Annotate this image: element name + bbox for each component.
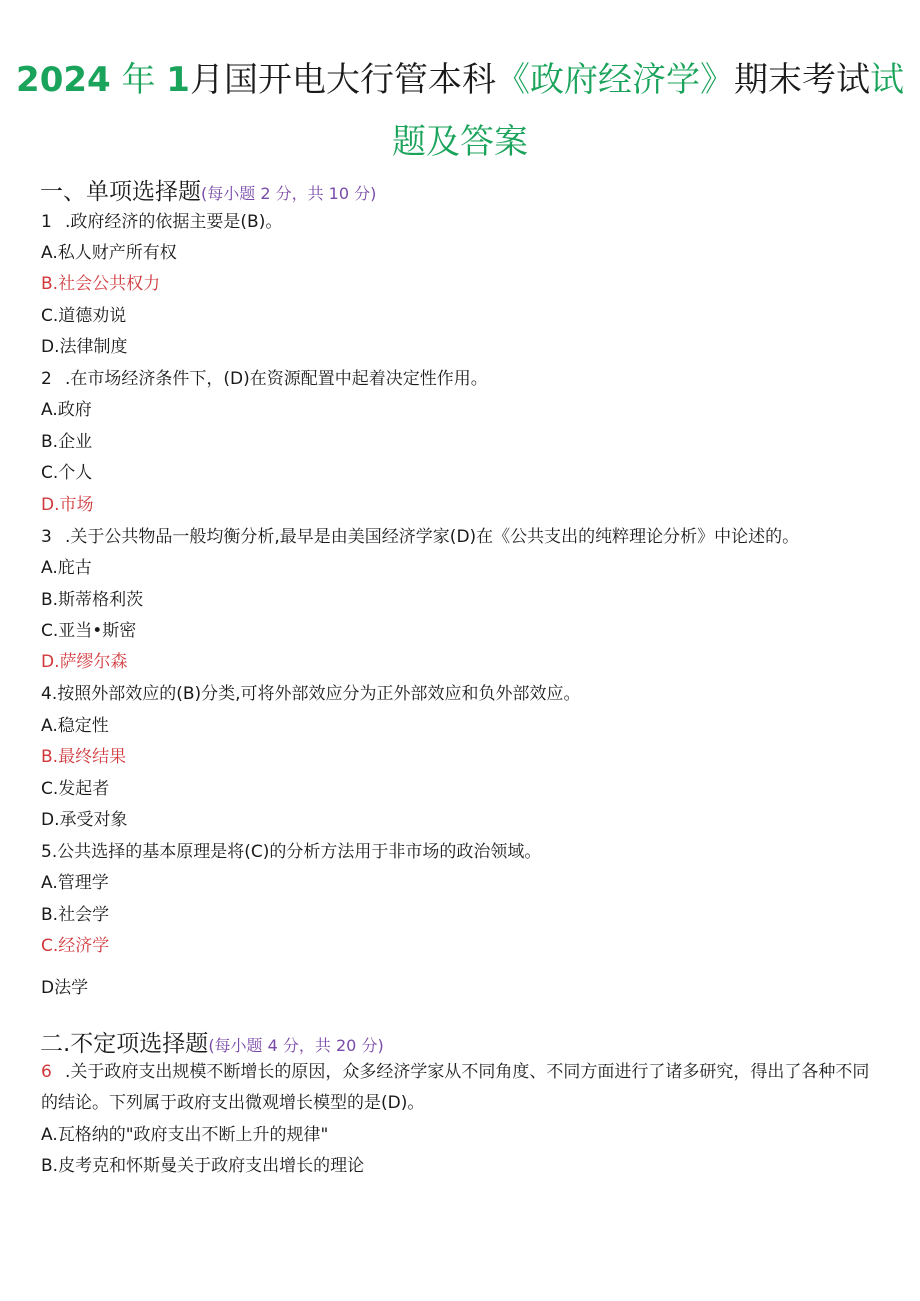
question-6 xyxy=(41,1057,881,1119)
q2-option-d-answer: D.市场 xyxy=(41,495,94,515)
section2-note: (每小题 4 分，共 20 分) xyxy=(208,1036,384,1055)
section1-note: (每小题 2 分，共 10 分) xyxy=(201,184,377,203)
q3-option-d-answer: D.萨缪尔森 xyxy=(41,652,128,672)
question-5: 5.公共选择的基本原理是将(C)的分析方法用于非市场的政治领域。 xyxy=(41,842,542,862)
q6-option-a: A.瓦格纳的"政府支出不断上升的规律" xyxy=(41,1125,329,1145)
q5-option-b: B.社会学 xyxy=(41,905,110,925)
question-6-number: 6 xyxy=(41,1062,52,1082)
q3-option-a: A.庇古 xyxy=(41,558,92,578)
question-1 xyxy=(41,210,282,234)
q4-option-d: D.承受对象 xyxy=(41,810,128,830)
title-line2-text: 题及答案 xyxy=(392,122,528,162)
q1-option-c: C.道德劝说 xyxy=(41,306,127,326)
q2-option-c: C.个人 xyxy=(41,463,93,483)
title-course: 《政府经济学》 xyxy=(495,60,734,100)
q5-option-d: D法学 xyxy=(41,978,89,998)
question-1-text: .政府经济的依据主要是(B)。 xyxy=(65,212,283,232)
q6-option-b: B.皮考克和怀斯曼关于政府支出增长的理论 xyxy=(41,1156,365,1176)
question-2-number: 2 xyxy=(41,369,52,389)
title-nian: 年 xyxy=(121,60,156,100)
question-3-text: .关于公共物品一般均衡分析,最早是由美国经济学家(D)在《公共支出的纯粹理论分析》中论述的。 xyxy=(65,527,800,547)
question-3-number: 3 xyxy=(41,527,52,547)
q1-option-a: A.私人财产所有权 xyxy=(41,243,177,263)
section2-title: 二.不定项选择题 xyxy=(40,1031,209,1057)
document-title xyxy=(0,50,920,110)
section1-title: 一、单项选择题 xyxy=(40,179,201,205)
question-6-text: .关于政府支出规模不断增长的原因，众多经济学家从不同角度、不同方面进行了诸多研究，得出了各种不同的结论。下列属于政府支出微观增长模型的是(D)。 xyxy=(41,1062,870,1113)
q2-option-a: A.政府 xyxy=(41,400,92,420)
q5-option-c-answer: C.经济学 xyxy=(41,936,110,956)
title-tail: 期末考试 xyxy=(733,60,870,100)
q3-option-c: C.亚当•斯密 xyxy=(41,621,137,641)
title-year: 2024 xyxy=(16,60,111,100)
question-2-text: .在市场经济条件下，(D)在资源配置中起着决定性作用。 xyxy=(65,369,488,389)
q1-option-d: D.法律制度 xyxy=(41,337,128,357)
q2-option-b: B.企业 xyxy=(41,432,93,452)
document-title-line2 xyxy=(0,112,920,172)
section1-heading xyxy=(40,173,376,206)
question-2 xyxy=(41,367,488,391)
q4-option-b-answer: B.最终结果 xyxy=(41,747,127,767)
q4-option-a: A.稳定性 xyxy=(41,716,109,736)
question-1-number: 1 xyxy=(41,212,52,232)
q1-option-b-answer: B.社会公共权力 xyxy=(41,274,161,294)
q3-option-b: B.斯蒂格利茨 xyxy=(41,590,144,610)
question-4: 4.按照外部效应的(B)分类,可将外部效应分为正外部效应和负外部效应。 xyxy=(41,684,581,704)
q4-option-c: C.发起者 xyxy=(41,779,110,799)
title-middle: 月国开电大行管本科 xyxy=(189,60,496,100)
q5-option-a: A.管理学 xyxy=(41,873,109,893)
title-month: 1 xyxy=(166,60,190,100)
question-3 xyxy=(41,525,799,549)
title-tail-green: 试 xyxy=(869,60,904,100)
section2-heading xyxy=(40,1025,384,1058)
